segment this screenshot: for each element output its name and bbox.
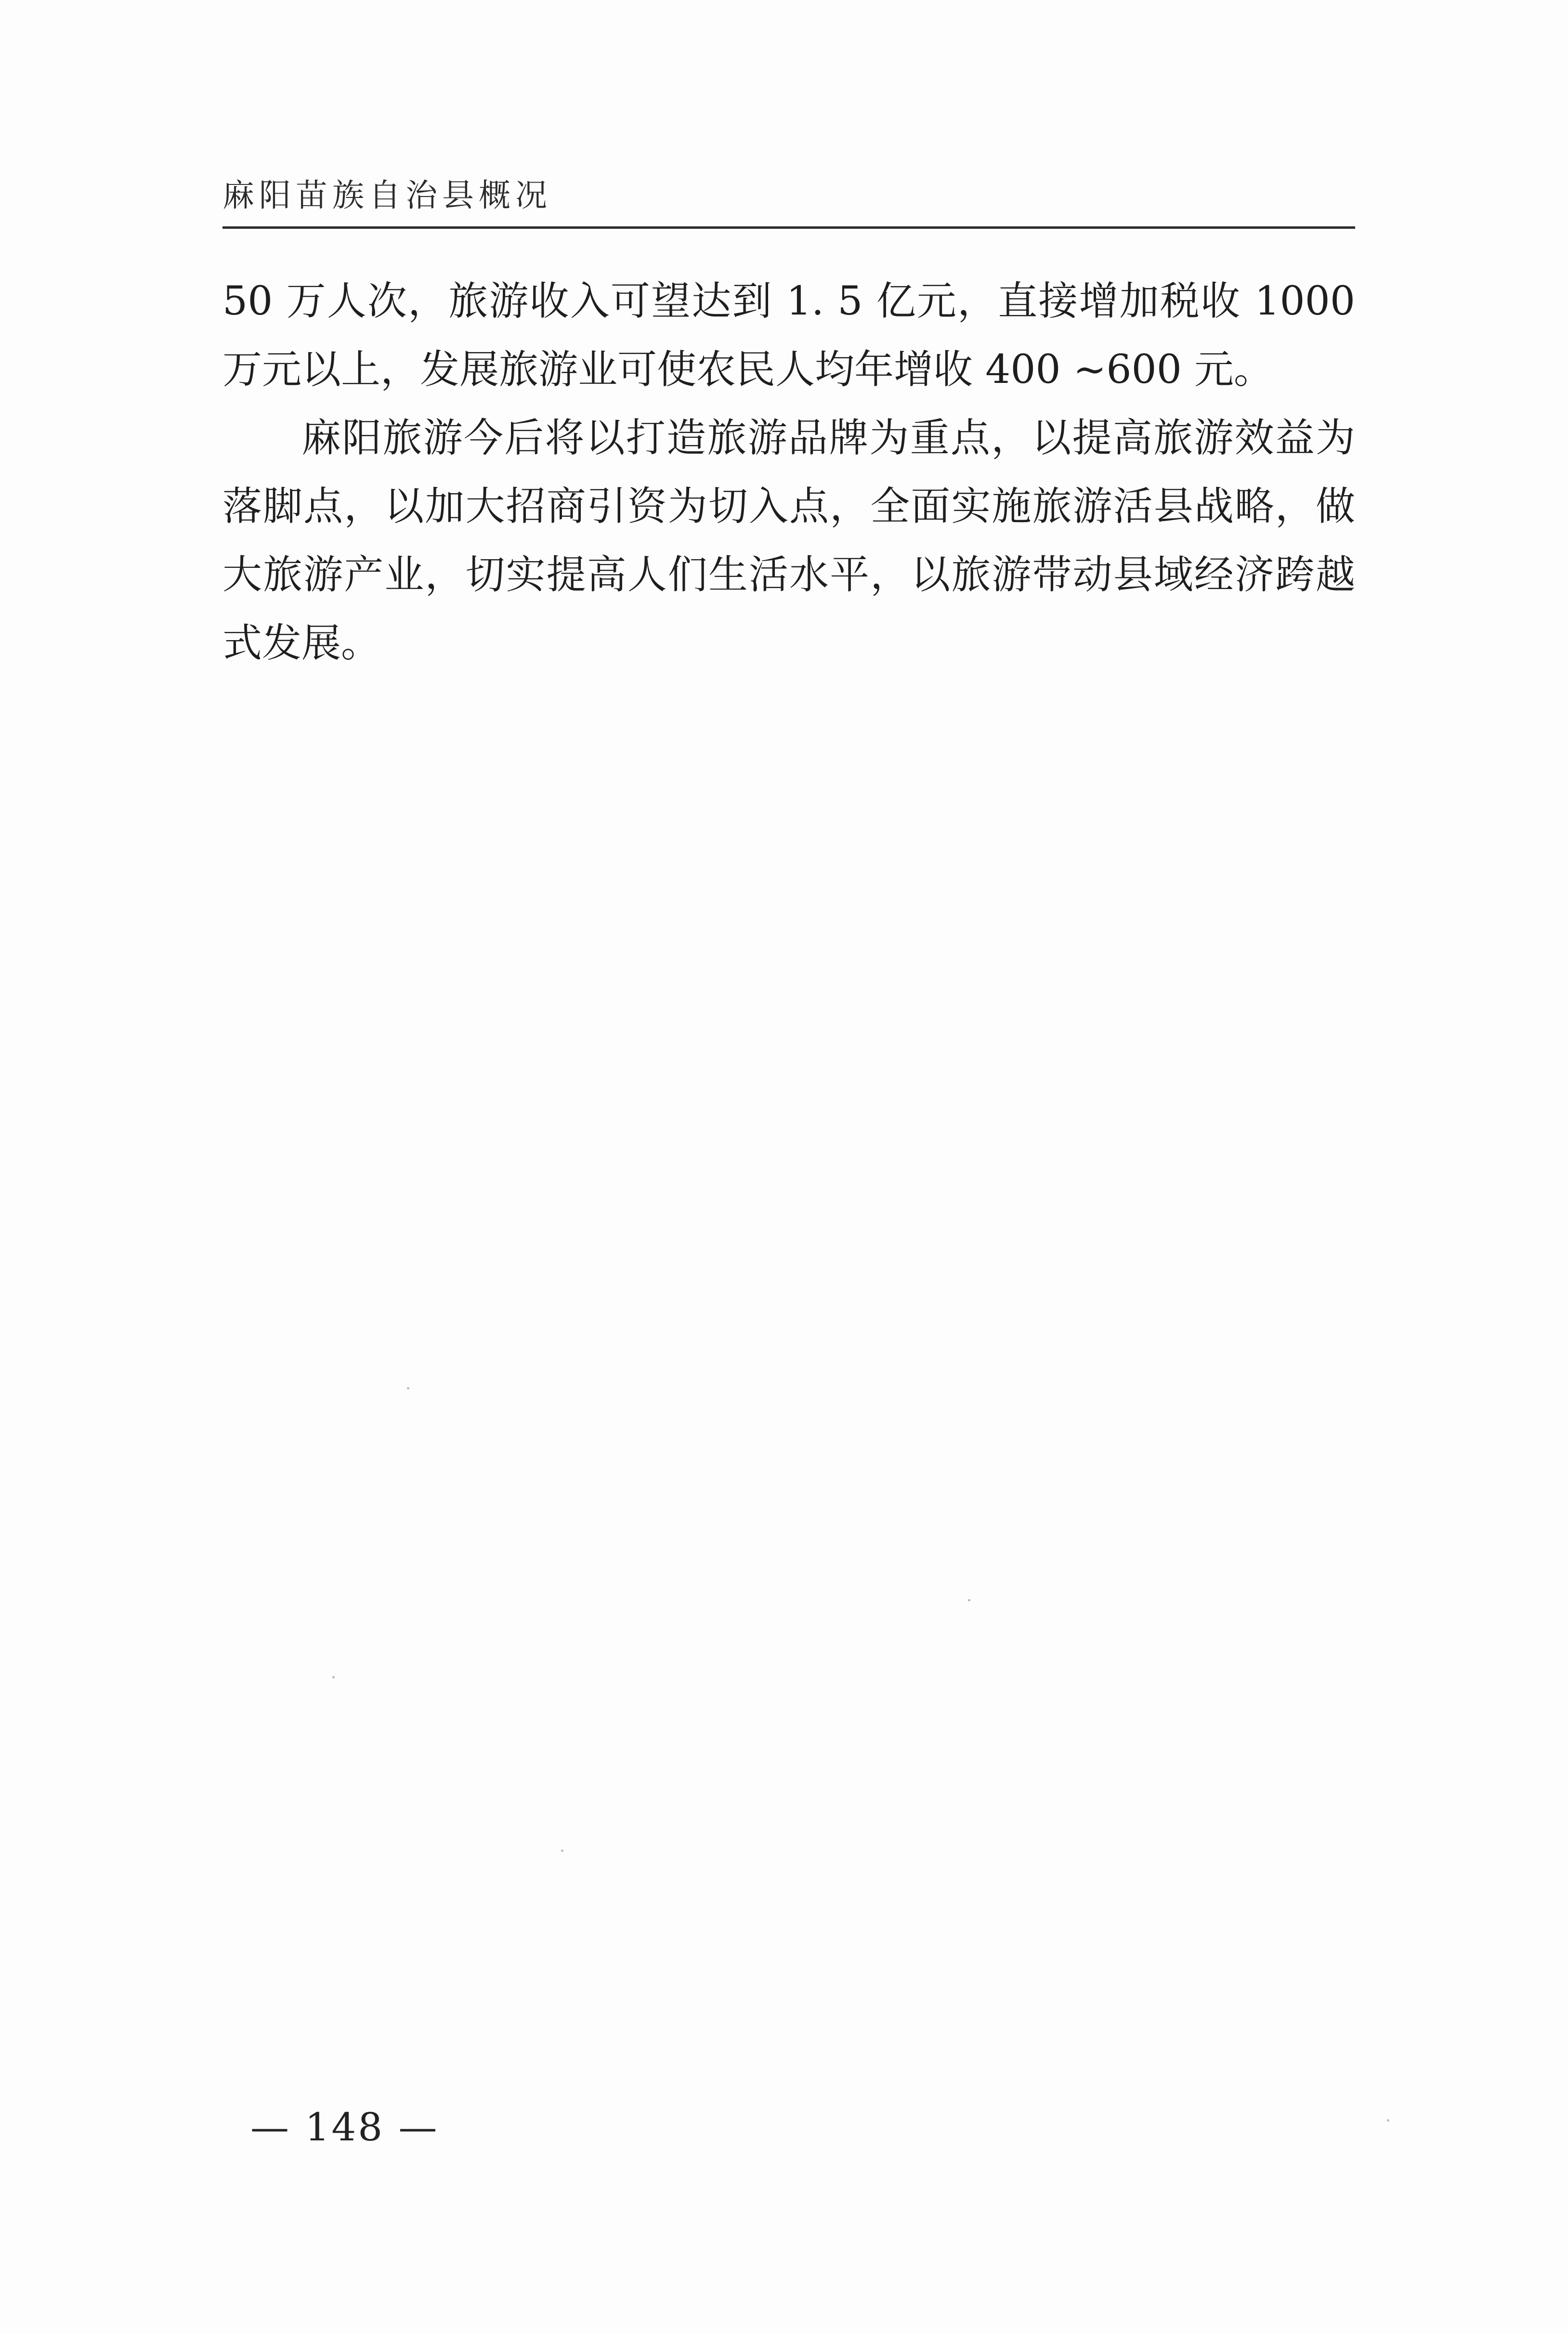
scan-speck xyxy=(968,1599,970,1601)
body-text xyxy=(222,267,1355,678)
paragraph-1: 50 万人次，旅游收入可望达到 1. 5 亿元，直接增加税收 1000 万元以上，发展旅游业可使农民人均年增收 400 ~600 元。 xyxy=(222,278,1355,393)
scan-speck xyxy=(561,1849,563,1852)
scan-speck xyxy=(332,1676,335,1678)
running-header: 麻阳苗族自治县概况 xyxy=(222,177,552,214)
scan-speck xyxy=(1387,2119,1389,2122)
scan-speck xyxy=(407,1387,409,1390)
page-number: — 148 — xyxy=(250,2105,439,2150)
paragraph-2: 麻阳旅游今后将以打造旅游品牌为重点，以提高旅游效益为落脚点，以加大招商引资为切入点，全面实施旅游活县战略，做大旅游产业，切实提高人们生活水平，以旅游带动县域经济跨越式发展。 xyxy=(222,415,1355,666)
header-rule xyxy=(222,226,1355,229)
